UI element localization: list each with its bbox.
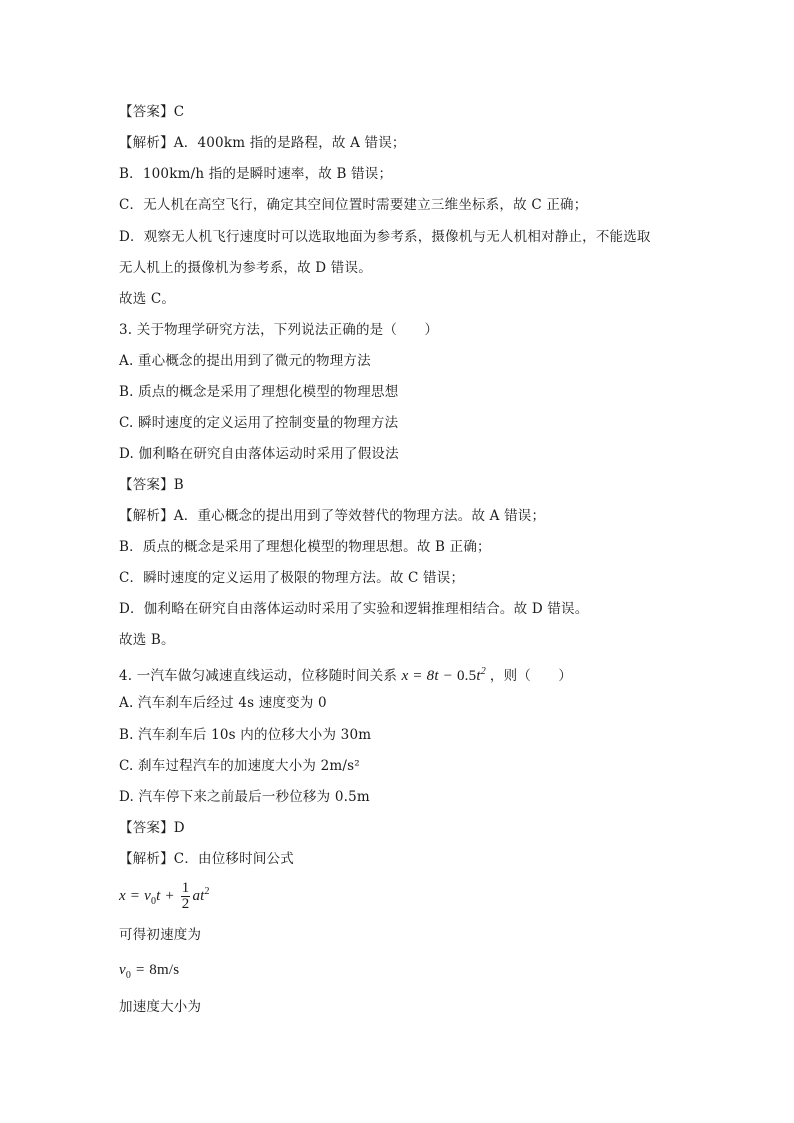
- q4-stem: [119, 662, 572, 686]
- q2-conclusion: 故选 C。: [119, 291, 176, 307]
- q4-option-a: A. 汽车刹车后经过 4s 速度变为 0: [119, 695, 327, 711]
- formula-exponent: 2: [204, 886, 210, 897]
- q2-analysis-line: 无人机上的摄像机为参考系，故 D 错误。: [119, 260, 372, 276]
- formula-coef: 0.5: [456, 668, 477, 684]
- q4-option-b: B. 汽车刹车后 10s 内的位移大小为 30m: [119, 727, 372, 743]
- formula-subscript: 0: [125, 970, 132, 981]
- q2-analysis-line: C．无人机在高空飞行，确定其空间位置时需要建立三维坐标系，故 C 正确；: [119, 197, 588, 213]
- q4-answer: 【答案】D: [119, 820, 185, 836]
- q3-conclusion: 故选 B。: [119, 632, 175, 648]
- formula-exponent: 2: [480, 666, 486, 677]
- q2-analysis-line: 【解析】A．400km 指的是路程，故 A 错误；: [119, 135, 406, 151]
- q3-analysis-line: D．伽利略在研究自由落体运动时采用了实验和逻辑推理相结合。故 D 错误。: [119, 601, 589, 617]
- q3-option-b: B. 质点的概念是采用了理想化模型的物理思想: [119, 384, 399, 400]
- q3-answer: 【答案】B: [119, 477, 184, 493]
- formula-var: v: [119, 962, 126, 978]
- q3-analysis-line: 【解析】A．重心概念的提出用到了等效替代的物理方法。故 A 错误；: [119, 508, 546, 524]
- q4-analysis-text: 可得初速度为: [119, 927, 202, 943]
- formula-term: at: [192, 888, 205, 904]
- initial-speed-formula: $v_0 = 8m/s$: [119, 962, 180, 981]
- q3-stem: 3. 关于物理学研究方法，下列说法正确的是（ ）: [119, 322, 439, 338]
- formula-lhs: x: [401, 668, 409, 684]
- q3-option-d: D. 伽利略在研究自由落体运动时采用了假设法: [119, 446, 399, 462]
- q4-stem-formula: $x = 8t - 0.5t^2$: [401, 666, 486, 684]
- q4-stem-text: 4. 一汽车做匀减速直线运动，位移随时间关系: [119, 668, 398, 684]
- formula-var: t: [476, 668, 481, 684]
- q3-analysis-line: C．瞬时速度的定义运用了极限的物理方法。故 C 错误；: [119, 570, 465, 586]
- formula-subscript: 0: [150, 896, 157, 907]
- q2-analysis-line: B．100km/h 指的是瞬时速率，故 B 错误；: [119, 166, 393, 182]
- fraction-numerator: 1: [181, 880, 190, 897]
- formula-var: t: [156, 888, 161, 904]
- q4-option-c: C. 刹车过程汽车的加速度大小为 2m/s²: [119, 758, 360, 774]
- formula-lhs: x: [119, 888, 126, 904]
- q4-analysis-intro: 【解析】C．由位移时间公式: [119, 851, 294, 867]
- q2-answer: 【答案】C: [119, 104, 185, 120]
- q3-option-a: A. 重心概念的提出用到了微元的物理方法: [119, 353, 371, 369]
- formula-var: v: [144, 888, 151, 904]
- fraction: [181, 881, 191, 912]
- q4-analysis-text: 加速度大小为: [119, 999, 202, 1015]
- fraction-denominator: 2: [181, 896, 190, 913]
- q4-stem-tail: ，则（ ）: [489, 668, 573, 684]
- q2-analysis-line: D．观察无人机飞行速度时可以选取地面为参考系，摄像机与无人机相对静止，不能选取: [119, 229, 651, 245]
- q4-option-d: D. 汽车停下来之前最后一秒位移为 0.5m: [119, 789, 370, 805]
- displacement-formula: $x = v_0t$ + $\frac{1}{2}$ $at^2$: [119, 880, 210, 913]
- q3-option-c: C. 瞬时速度的定义运用了控制变量的物理方法: [119, 415, 399, 431]
- formula-term: 8t: [426, 668, 439, 684]
- formula-value: 8m/s: [149, 962, 180, 978]
- q3-analysis-line: B．质点的概念是采用了理想化模型的物理思想。故 B 正确；: [119, 539, 491, 555]
- formula-operator: −: [442, 668, 454, 684]
